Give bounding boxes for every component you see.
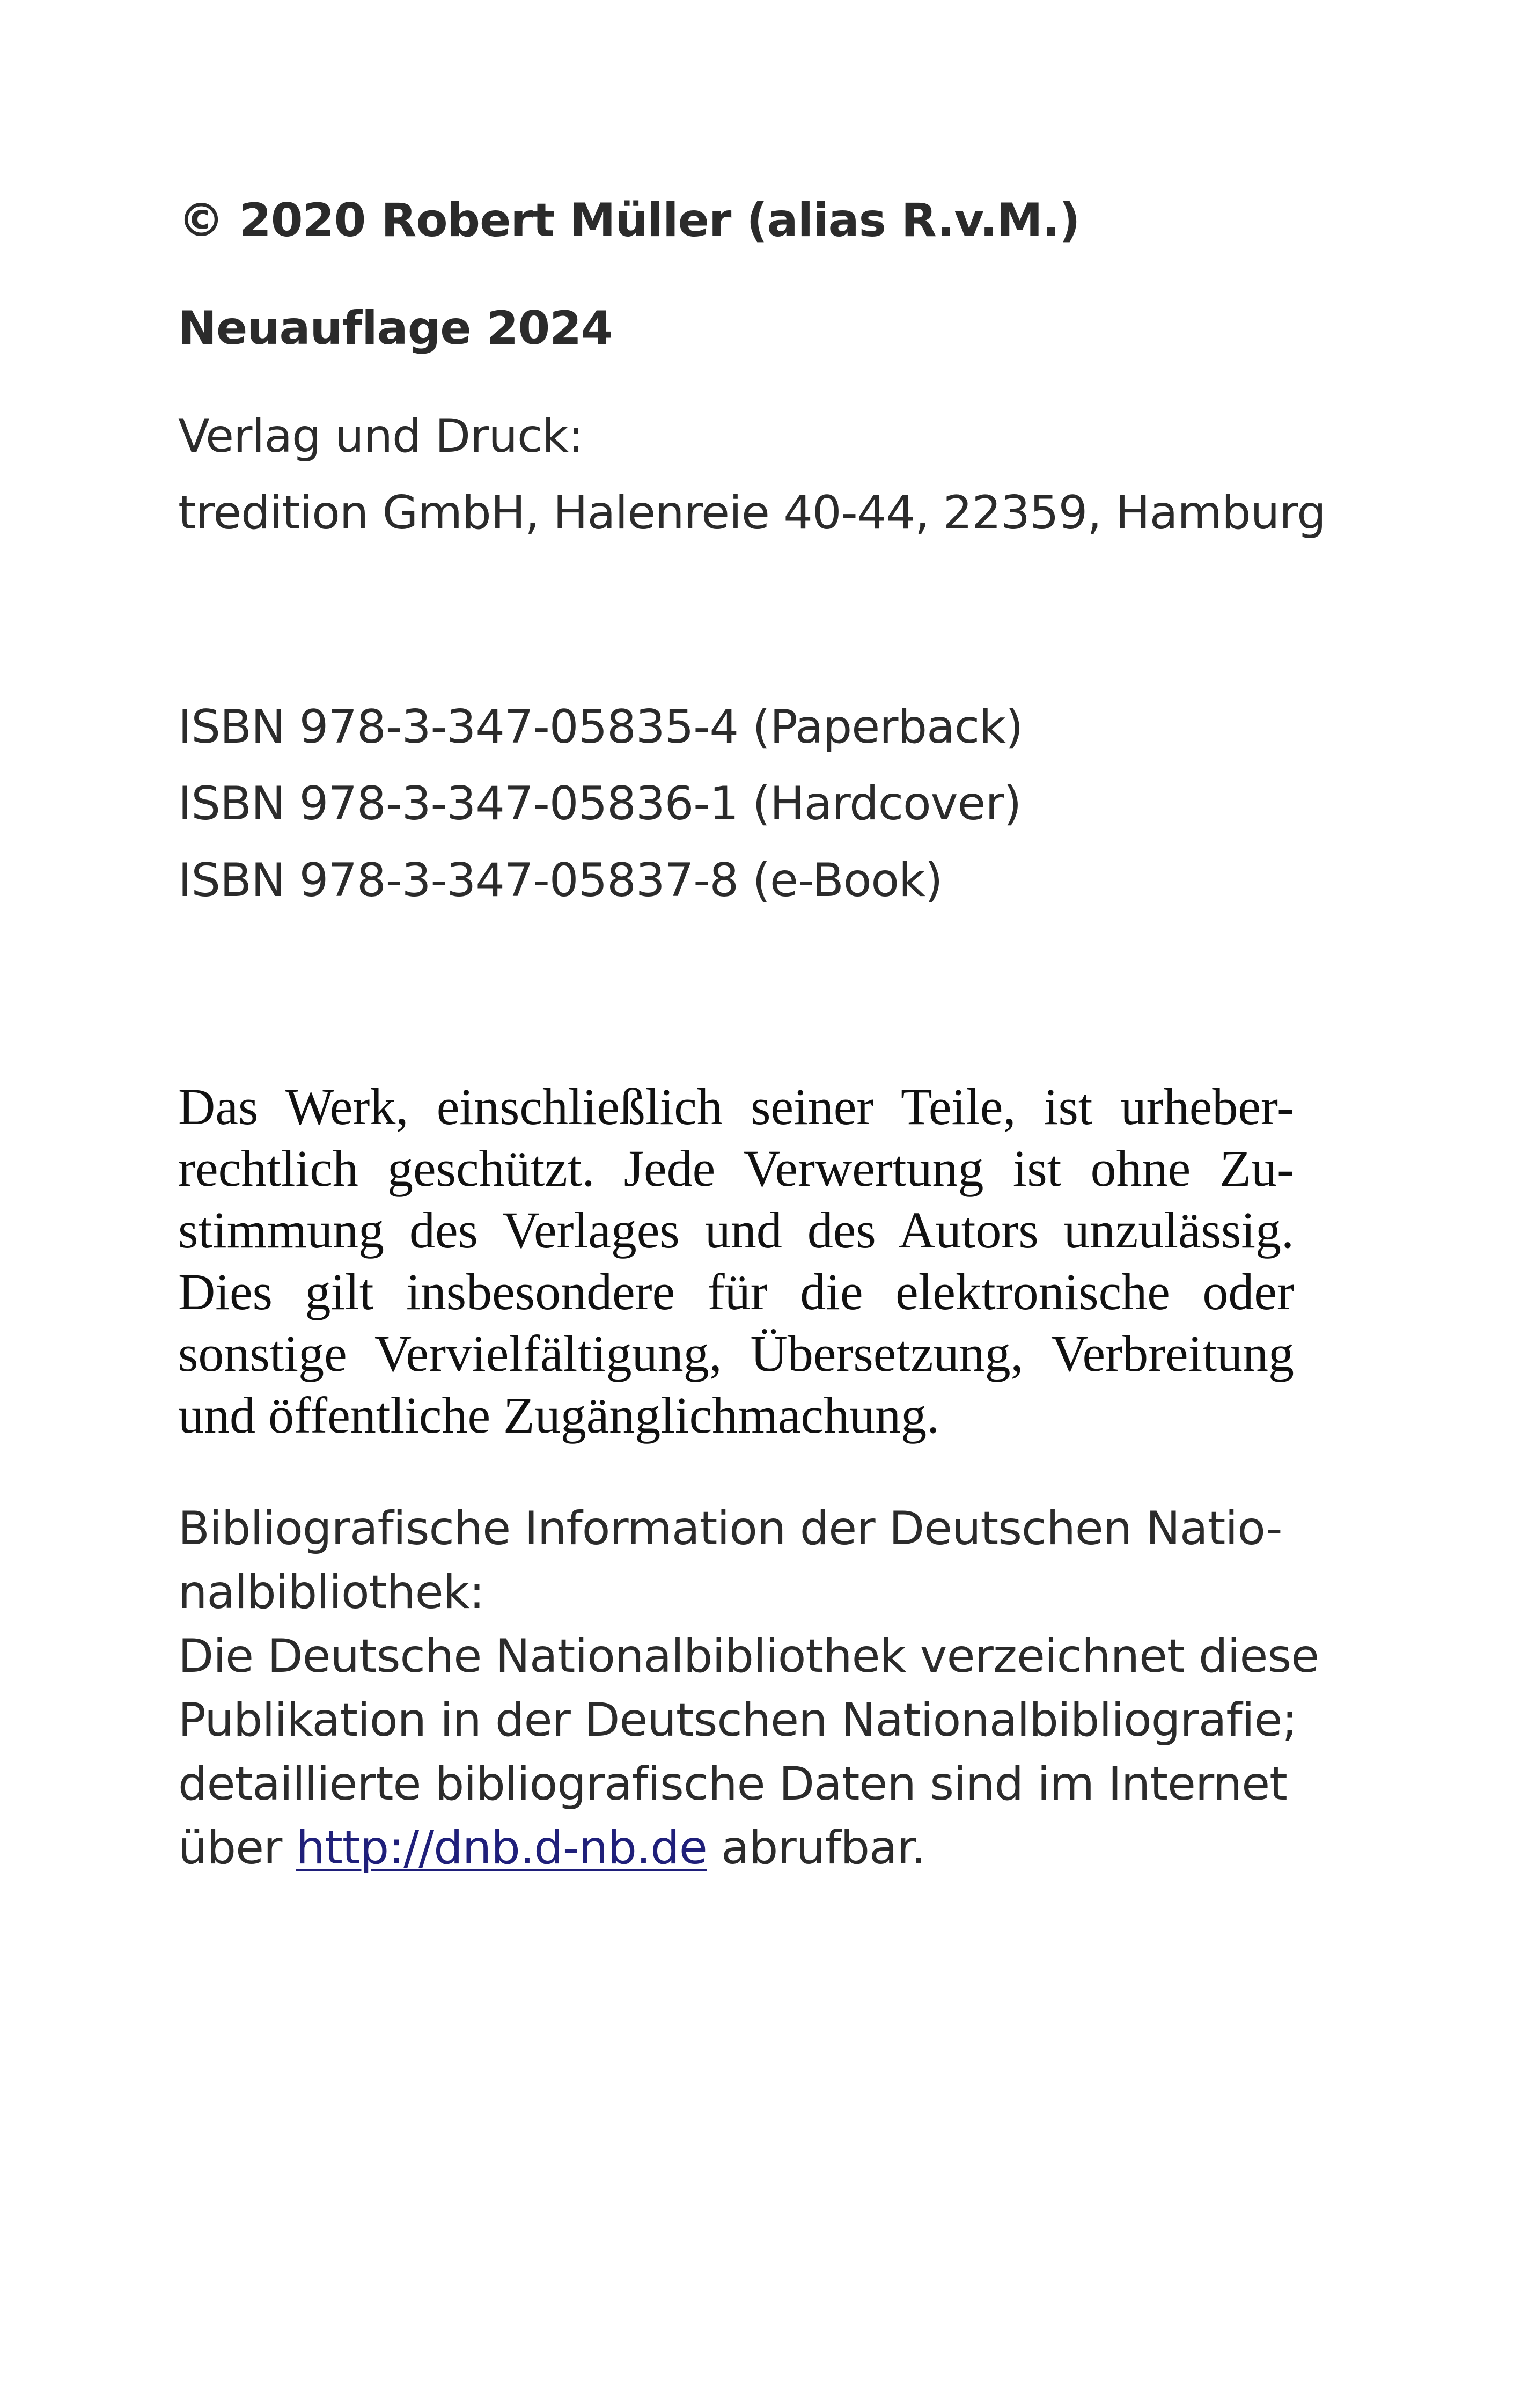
bibliographic-info-line: Bibliografische Information der Deutschen Natio-	[178, 1502, 1282, 1555]
dnb-link[interactable]: http://dnb.d-nb.de	[296, 1821, 707, 1875]
bibliographic-info-line: detaillierte bibliografische Daten sind im Internet	[178, 1757, 1287, 1811]
publisher-label: Verlag und Druck:	[178, 409, 584, 463]
edition-line: Neuauflage 2024	[178, 302, 613, 355]
copyright-notice-line: stimmung des Verlages und des Autors unzulässig.	[178, 1201, 1294, 1259]
copyright-notice-line: Dies gilt insbesondere für die elektronische oder	[178, 1263, 1294, 1320]
bibliographic-info-line: Die Deutsche Nationalbibliothek verzeichnet diese	[178, 1629, 1319, 1683]
isbn-ebook: ISBN 978-3-347-05837-8 (e-Book)	[178, 854, 943, 907]
bibliographic-info-line: Publikation in der Deutschen Nationalbibliografie;	[178, 1693, 1297, 1747]
copyright-notice-line: sonstige Vervielfältigung, Übersetzung, Verbreitung	[178, 1325, 1294, 1382]
isbn-paperback: ISBN 978-3-347-05835-4 (Paperback)	[178, 700, 1023, 754]
copyright-notice-line: Das Werk, einschließlich seiner Teile, ist urheber-	[178, 1078, 1294, 1135]
copyright-notice-line: und öffentliche Zugänglichmachung.	[178, 1386, 940, 1444]
bibliographic-info-line: nalbibliothek:	[178, 1566, 484, 1619]
link-suffix-text: abrufbar.	[707, 1821, 925, 1875]
link-prefix-text: über	[178, 1821, 296, 1875]
copyright-line: © 2020 Robert Müller (alias R.v.M.)	[178, 194, 1080, 247]
bibliographic-info	[178, 1497, 1319, 1880]
copyright-notice-line: rechtlich geschützt. Jede Verwertung ist ohne Zu-	[178, 1140, 1294, 1197]
bibliographic-info-last-line	[178, 1816, 1294, 1880]
publisher-address: tredition GmbH, Halenreie 40-44, 22359, Hamburg	[178, 486, 1326, 540]
isbn-hardcover: ISBN 978-3-347-05836-1 (Hardcover)	[178, 777, 1022, 831]
copyright-notice	[178, 1076, 1294, 1446]
